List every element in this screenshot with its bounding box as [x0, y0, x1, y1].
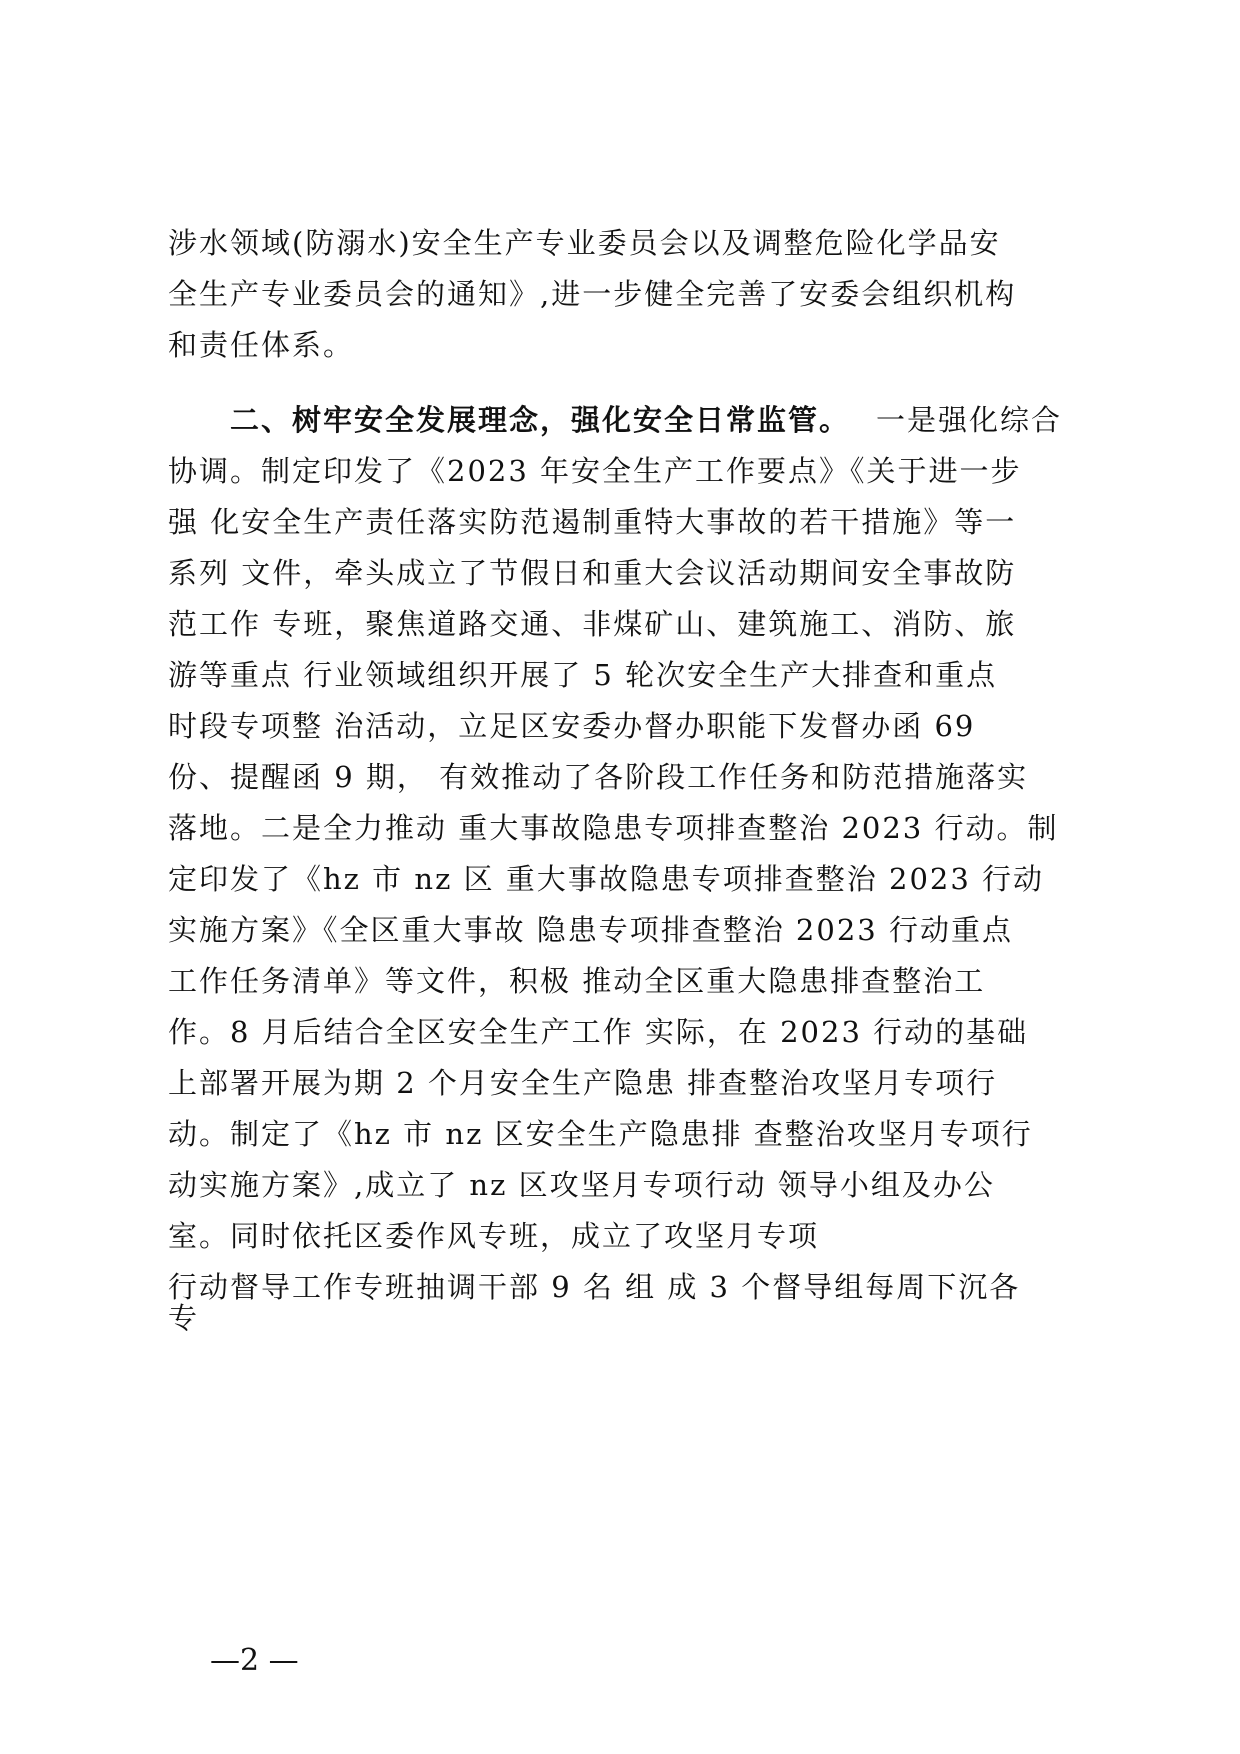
body-text-line: 上部署开展为期 2 个月安全生产隐患 排查整治攻坚月专项行: [168, 1066, 998, 1100]
body-text-line: 室。同时依托区委作风专班，成立了攻坚月专项: [168, 1219, 820, 1253]
body-text-line: 作。8 月后结合全区安全生产工作 实际，在 2023 行动的基础: [168, 1015, 1029, 1049]
body-text-line: 行动督导工作专班抽调干部 9 名 组 成 3 个督导组每周下沉各: [168, 1270, 1021, 1304]
body-text-line: 涉水领域(防溺水)安全生产专业委员会以及调整危险化学品安: [168, 226, 1001, 260]
body-text-line: 动实施方案》,成立了 nz 区攻坚月专项行动 领导小组及办公: [168, 1168, 995, 1202]
body-text-line: 实施方案》《全区重大事故 隐患专项排查整治 2023 行动重点: [168, 913, 1013, 947]
body-text-line: 落地。二是全力推动 重大事故隐患专项排查整治 2023 行动。制: [168, 811, 1059, 845]
section-heading: 二、树牢安全发展理念，强化安全日常监管。: [230, 403, 851, 437]
body-text-line: 时段专项整 治活动，立足区安委办督办职能下发督办函 69: [168, 709, 976, 743]
body-text-line: 和责任体系。: [168, 328, 355, 362]
body-text-inline: 一是强化综合: [876, 403, 1063, 437]
page-number: —2 —: [210, 1643, 299, 1678]
body-text-line: 动。制定了《hz 市 nz 区安全生产隐患排 查整治攻坚月专项行: [168, 1117, 1033, 1151]
body-text-line: 系列 文件，牵头成立了节假日和重大会议活动期间安全事故防: [168, 556, 1017, 590]
heading-paragraph-line: [230, 403, 1062, 437]
body-text-line: 游等重点 行业领域组织开展了 5 轮次安全生产大排查和重点: [168, 658, 998, 692]
body-text-line: 工作任务清单》等文件，积极 推动全区重大隐患排查整治工: [168, 964, 986, 998]
body-text-line: 定印发了《hz 市 nz 区 重大事故隐患专项排查整治 2023 行动: [168, 862, 1045, 896]
body-text-line: 强 化安全生产责任落实防范遏制重特大事故的若干措施》等一: [168, 505, 1017, 539]
body-text-line: 全生产专业委员会的通知》,进一步健全完善了安委会组织机构: [168, 277, 1017, 311]
body-text-line: 协调。制定印发了《2023 年安全生产工作要点》《关于进一步: [168, 454, 1022, 488]
body-text-line: 份、提醒函 9 期， 有效推动了各阶段工作任务和防范措施落实: [168, 760, 1029, 794]
body-text-line: 专: [168, 1301, 200, 1335]
body-text-line: 范工作 专班，聚焦道路交通、非煤矿山、建筑施工、消防、旅: [168, 607, 1017, 641]
